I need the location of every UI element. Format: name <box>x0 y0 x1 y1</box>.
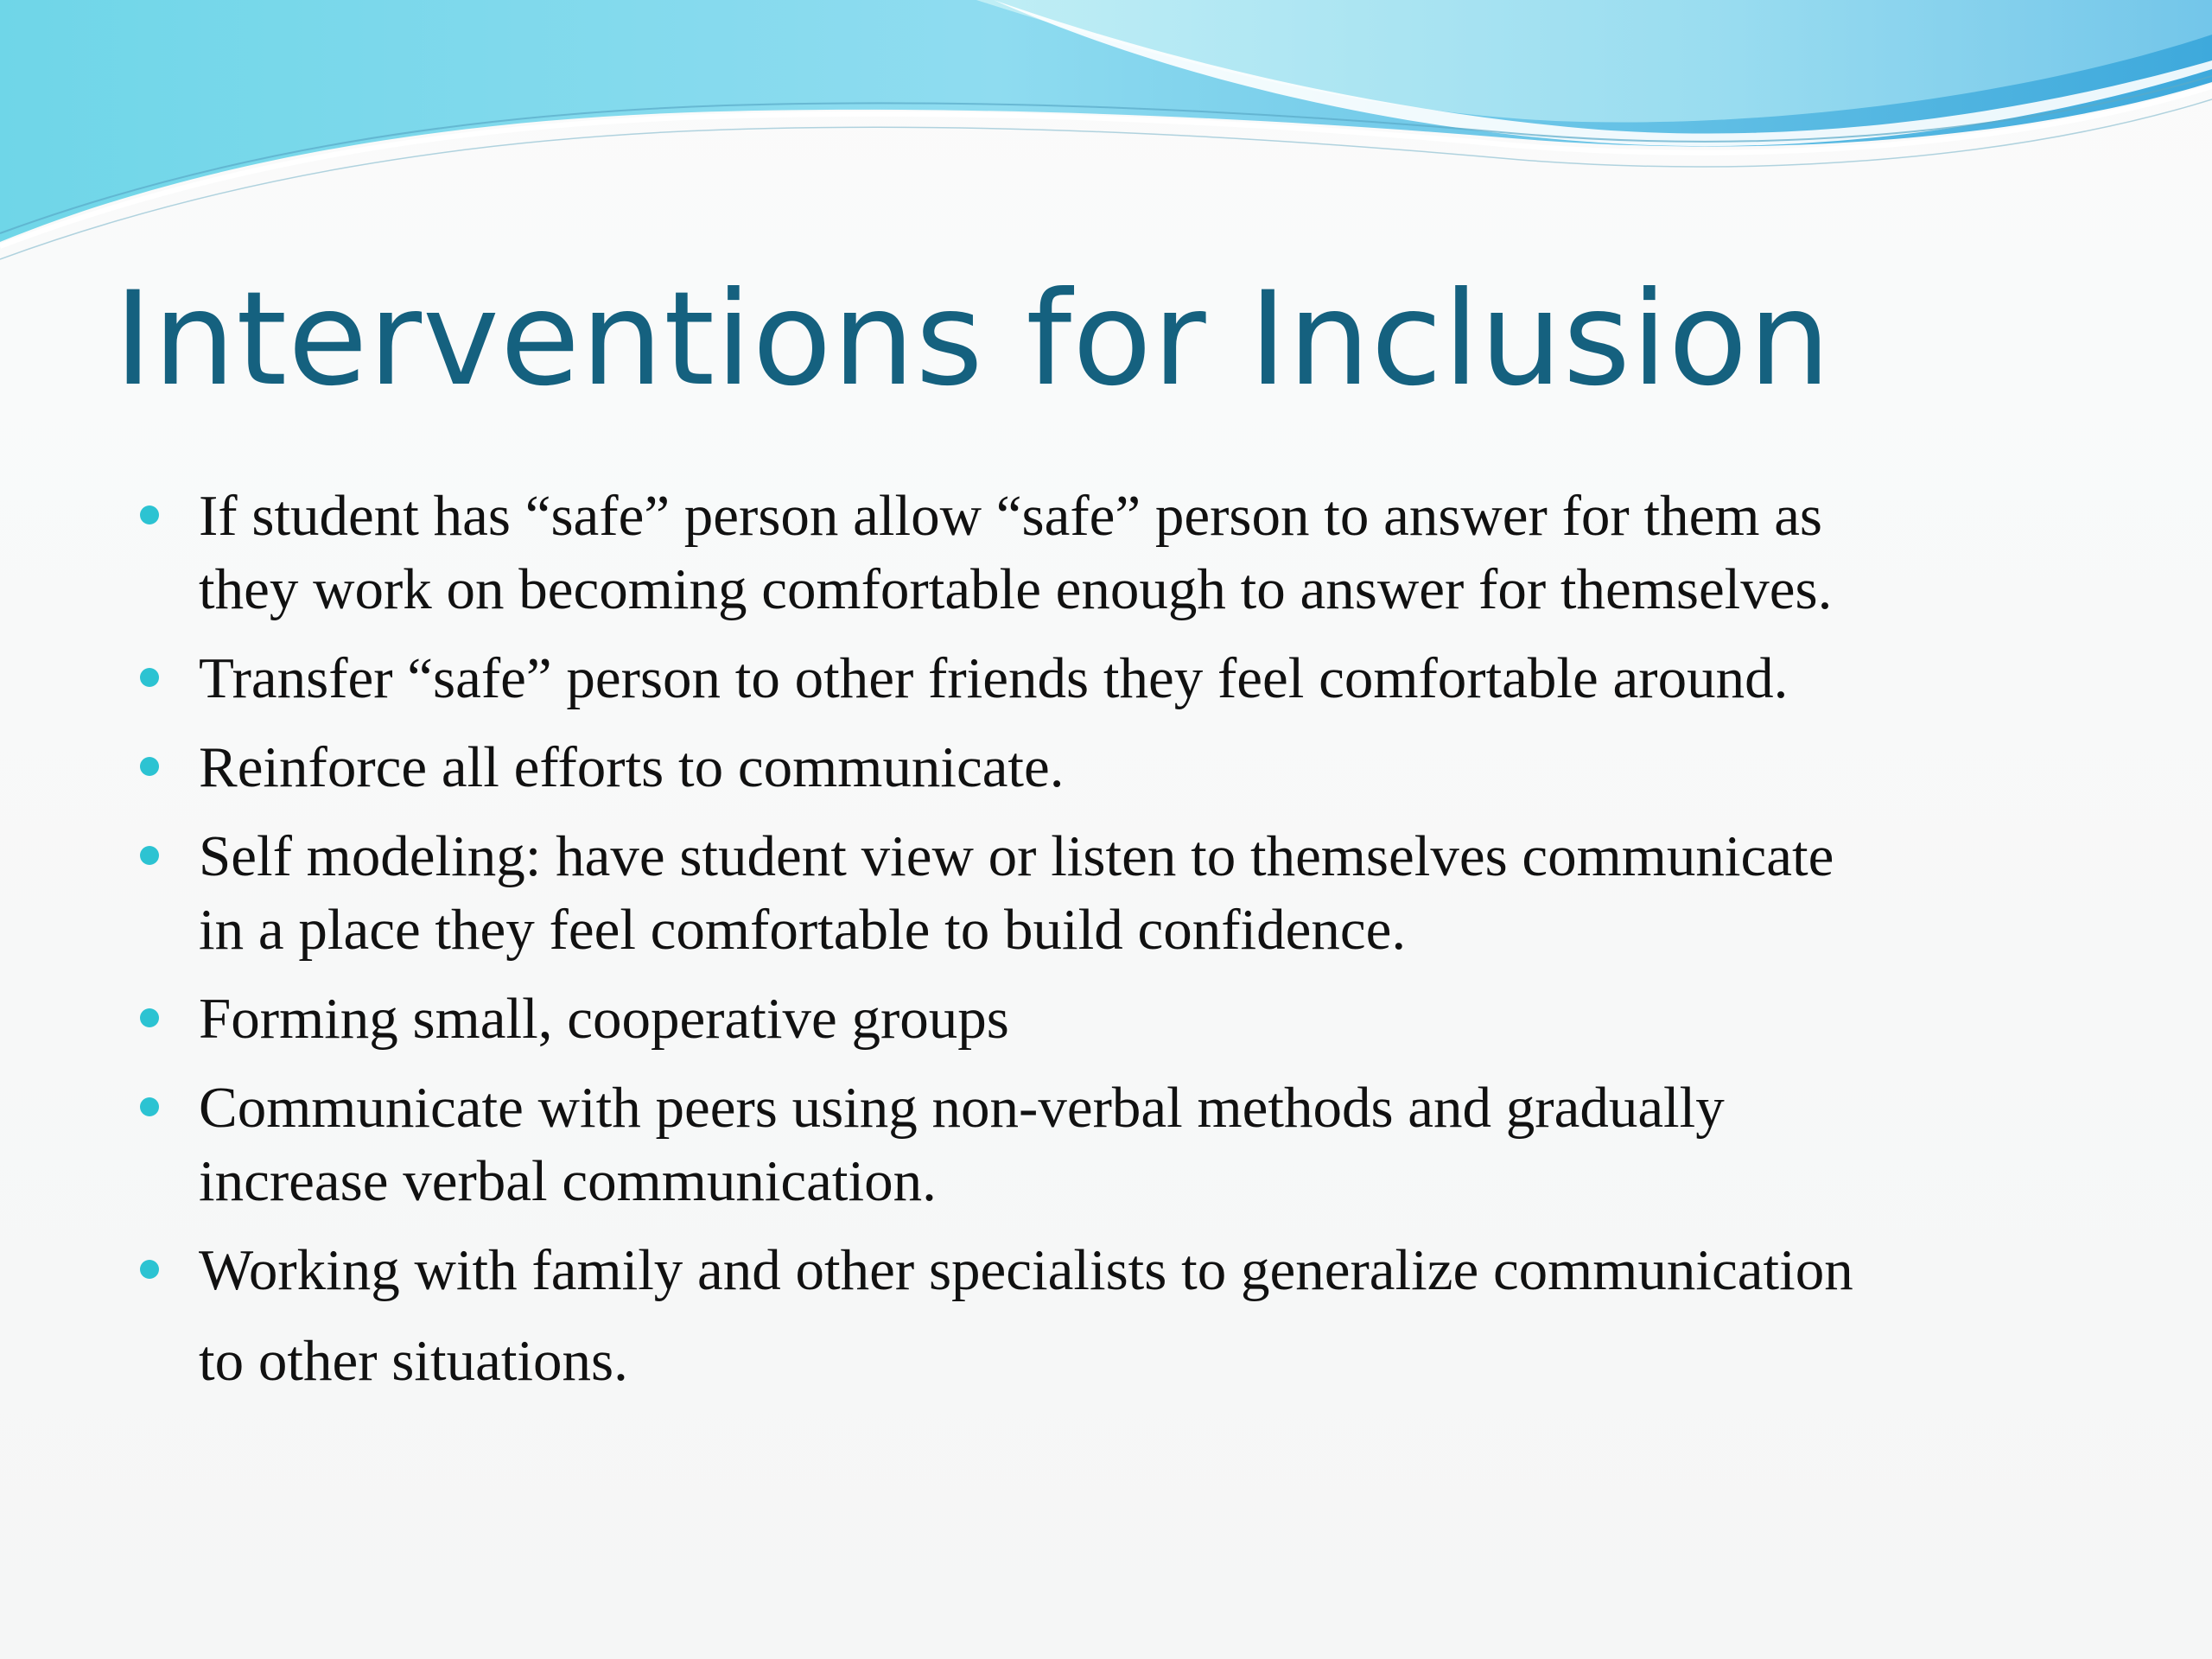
bullet-dot-icon <box>140 757 159 776</box>
bullet-line: If student has “safe” person allow “safe” person to answer for them as <box>199 484 1823 548</box>
bullet-item <box>138 642 2091 715</box>
header-wave-decoration <box>0 0 2212 276</box>
bullet-line: Working with family and other specialists to generalize communication <box>199 1238 1853 1302</box>
bullet-line: Transfer “safe” person to other friends they feel comfortable around. <box>199 646 1789 710</box>
bullet-line: to other situations. <box>199 1329 628 1393</box>
bullet-line: Reinforce all efforts to communicate. <box>199 735 1065 799</box>
bullet-text <box>199 480 2091 626</box>
bullet-line: they work on becoming comfortable enough to answer for themselves. <box>199 557 1833 621</box>
bullet-line: Self modeling: have student view or listen to themselves communicate <box>199 824 1834 888</box>
bullet-list <box>138 480 2091 1414</box>
bullet-dot-icon <box>140 668 159 687</box>
bullet-text <box>199 982 2091 1056</box>
bullet-item <box>138 1234 2091 1398</box>
bullet-item <box>138 820 2091 967</box>
bullet-text <box>199 1234 2091 1398</box>
bullet-item <box>138 1071 2091 1218</box>
bullet-text <box>199 1071 2091 1218</box>
bullet-item <box>138 480 2091 626</box>
bullet-line: Communicate with peers using non-verbal methods and gradually <box>199 1076 1725 1140</box>
bullet-line: increase verbal communication. <box>199 1149 937 1213</box>
bullet-text <box>199 642 2091 715</box>
bullet-dot-icon <box>140 505 159 524</box>
bullet-dot-icon <box>140 846 159 865</box>
bullet-dot-icon <box>140 1260 159 1279</box>
bullet-item <box>138 982 2091 1056</box>
slide-title: Interventions for Inclusion <box>114 264 1832 415</box>
bullet-dot-icon <box>140 1097 159 1116</box>
bullet-dot-icon <box>140 1008 159 1027</box>
bullet-text <box>199 731 2091 804</box>
bullet-text <box>199 820 2091 967</box>
bullet-line: Forming small, cooperative groups <box>199 987 1009 1051</box>
bullet-line: in a place they feel comfortable to build confidence. <box>199 898 1407 962</box>
bullet-item <box>138 731 2091 804</box>
